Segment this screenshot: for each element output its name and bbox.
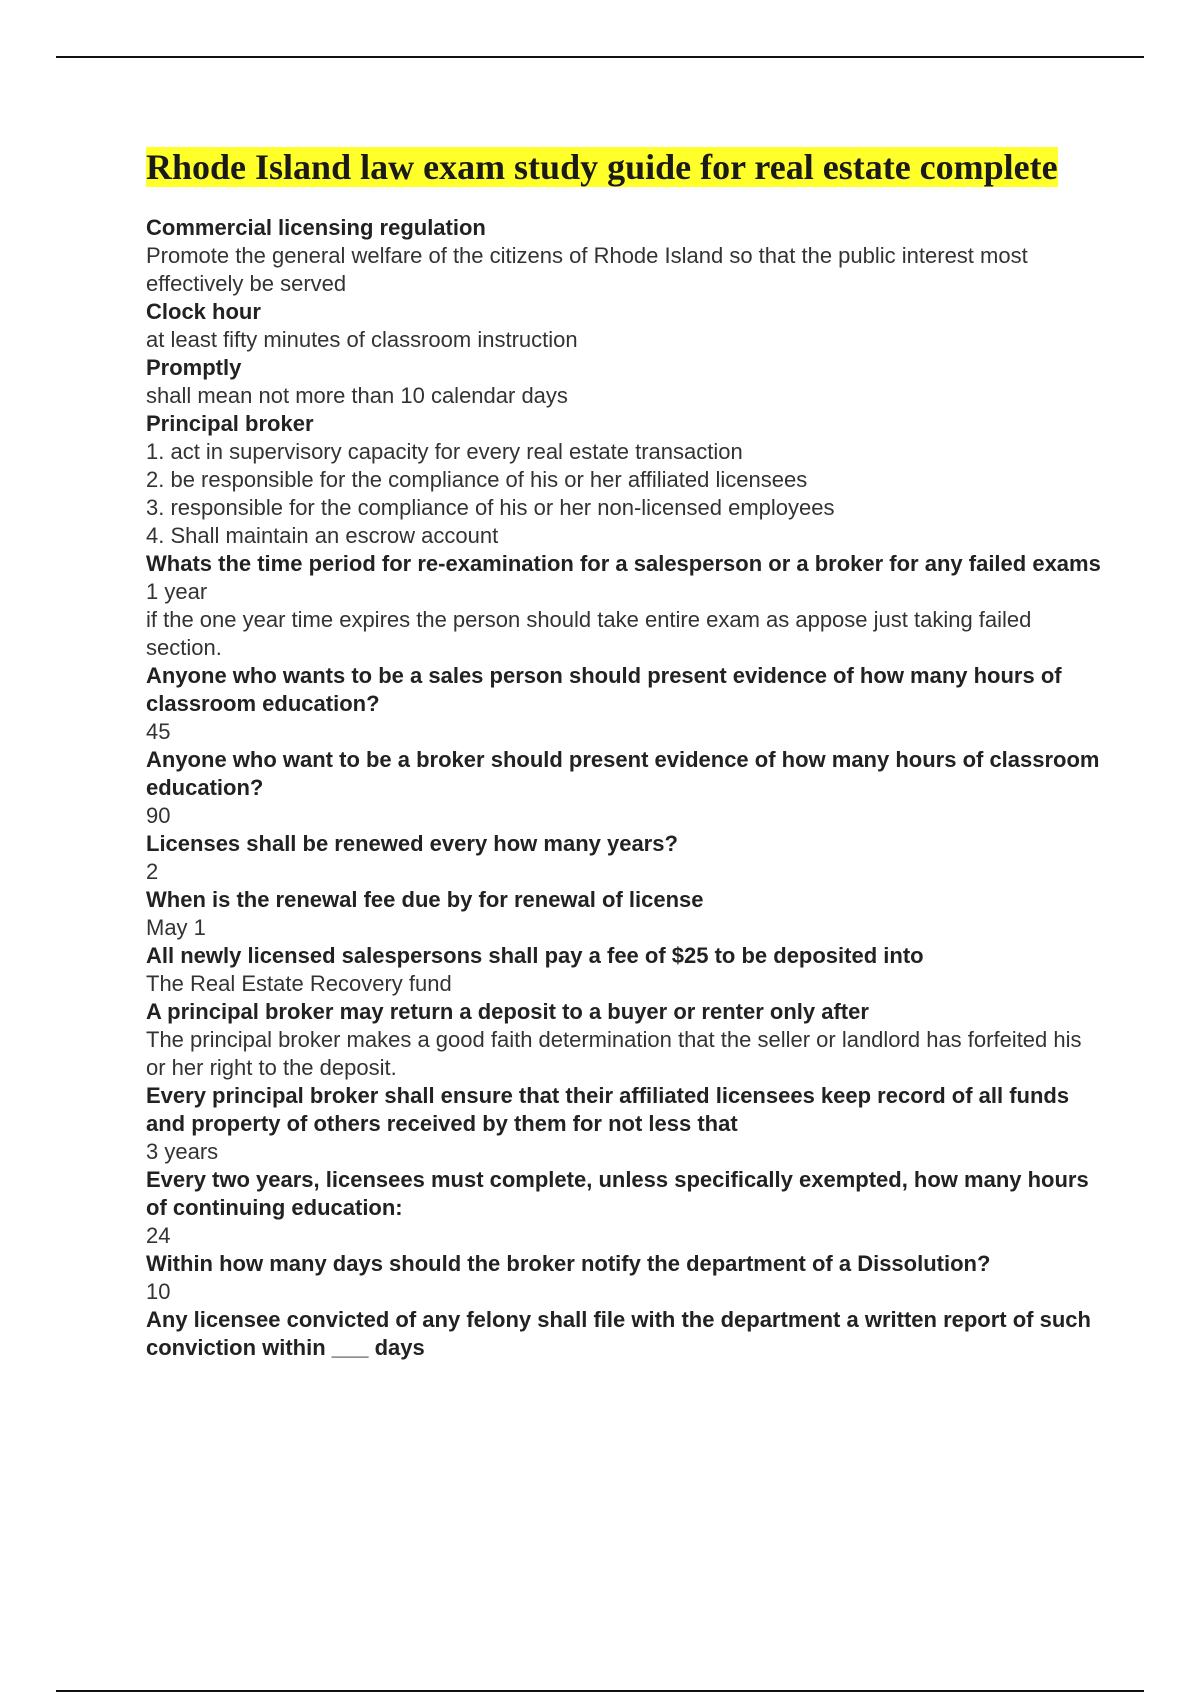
question: All newly licensed salespersons shall pay a fee of $25 to be deposited into xyxy=(146,943,924,968)
answer-line: May 1 xyxy=(146,915,206,940)
question: Anyone who want to be a broker should present evidence of how many hours of classroom education? xyxy=(146,747,1100,800)
answer-line: 2. be responsible for the compliance of his or her affiliated licensees xyxy=(146,467,808,492)
answer-line: The principal broker makes a good faith determination that the seller or landlord has forfeited his or her right to the deposit. xyxy=(146,1027,1082,1080)
question: Licenses shall be renewed every how many years? xyxy=(146,831,678,856)
qa-entry xyxy=(146,354,1106,410)
answer-line: 90 xyxy=(146,803,171,828)
qa-entry xyxy=(146,550,1106,662)
qa-entry xyxy=(146,830,1106,886)
answer-line: 3. responsible for the compliance of his or her non-licensed employees xyxy=(146,495,835,520)
qa-entry xyxy=(146,662,1106,746)
answer-line: shall mean not more than 10 calendar days xyxy=(146,383,568,408)
question: A principal broker may return a deposit to a buyer or renter only after xyxy=(146,999,869,1024)
qa-entry xyxy=(146,214,1106,298)
answer-line: 2 xyxy=(146,859,159,884)
question: When is the renewal fee due by for renewal of license xyxy=(146,887,704,912)
question: Anyone who wants to be a sales person should present evidence of how many hours of classroom education? xyxy=(146,663,1062,716)
question: Every two years, licensees must complete, unless specifically exempted, how many hours of continuing education: xyxy=(146,1167,1089,1220)
answer-line: 24 xyxy=(146,1223,171,1248)
page-bottom-rule xyxy=(56,1690,1144,1692)
qa-entry xyxy=(146,746,1106,830)
qa-entry xyxy=(146,886,1106,942)
answer-line: 1 year xyxy=(146,579,208,604)
answer-line: at least fifty minutes of classroom instruction xyxy=(146,327,578,352)
question: Every principal broker shall ensure that their affiliated licensees keep record of all funds and property of others received by them for not less that xyxy=(146,1083,1070,1136)
document-body xyxy=(146,146,1106,1362)
page-top-rule xyxy=(56,56,1144,58)
qa-entry xyxy=(146,1082,1106,1166)
question: Principal broker xyxy=(146,411,314,436)
question: Within how many days should the broker notify the department of a Dissolution? xyxy=(146,1251,991,1276)
qa-entry xyxy=(146,298,1106,354)
question: Clock hour xyxy=(146,299,261,324)
qa-entry xyxy=(146,942,1106,998)
qa-entry xyxy=(146,410,1106,550)
qa-entry xyxy=(146,998,1106,1082)
answer-line: 45 xyxy=(146,719,171,744)
answer-line: Promote the general welfare of the citizens of Rhode Island so that the public interest most effectively be served xyxy=(146,243,1028,296)
answer-line: The Real Estate Recovery fund xyxy=(146,971,452,996)
answer-line: 1. act in supervisory capacity for every real estate transaction xyxy=(146,439,743,464)
qa-entry xyxy=(146,1250,1106,1306)
document-title: Rhode Island law exam study guide for real estate complete xyxy=(146,147,1058,187)
question: Commercial licensing regulation xyxy=(146,215,486,240)
question: Promptly xyxy=(146,355,242,380)
answer-line: 10 xyxy=(146,1279,171,1304)
qa-entry xyxy=(146,1166,1106,1250)
answer-line: 3 years xyxy=(146,1139,219,1164)
question: Whats the time period for re-examination for a salesperson or a broker for any failed exams xyxy=(146,551,1101,576)
qa-entry xyxy=(146,1306,1106,1362)
answer-line: if the one year time expires the person should take entire exam as appose just taking failed section. xyxy=(146,607,1032,660)
answer-line: 4. Shall maintain an escrow account xyxy=(146,523,499,548)
qa-list xyxy=(146,214,1106,1362)
question: Any licensee convicted of any felony shall file with the department a written report of such conviction within ___ days xyxy=(146,1307,1091,1360)
